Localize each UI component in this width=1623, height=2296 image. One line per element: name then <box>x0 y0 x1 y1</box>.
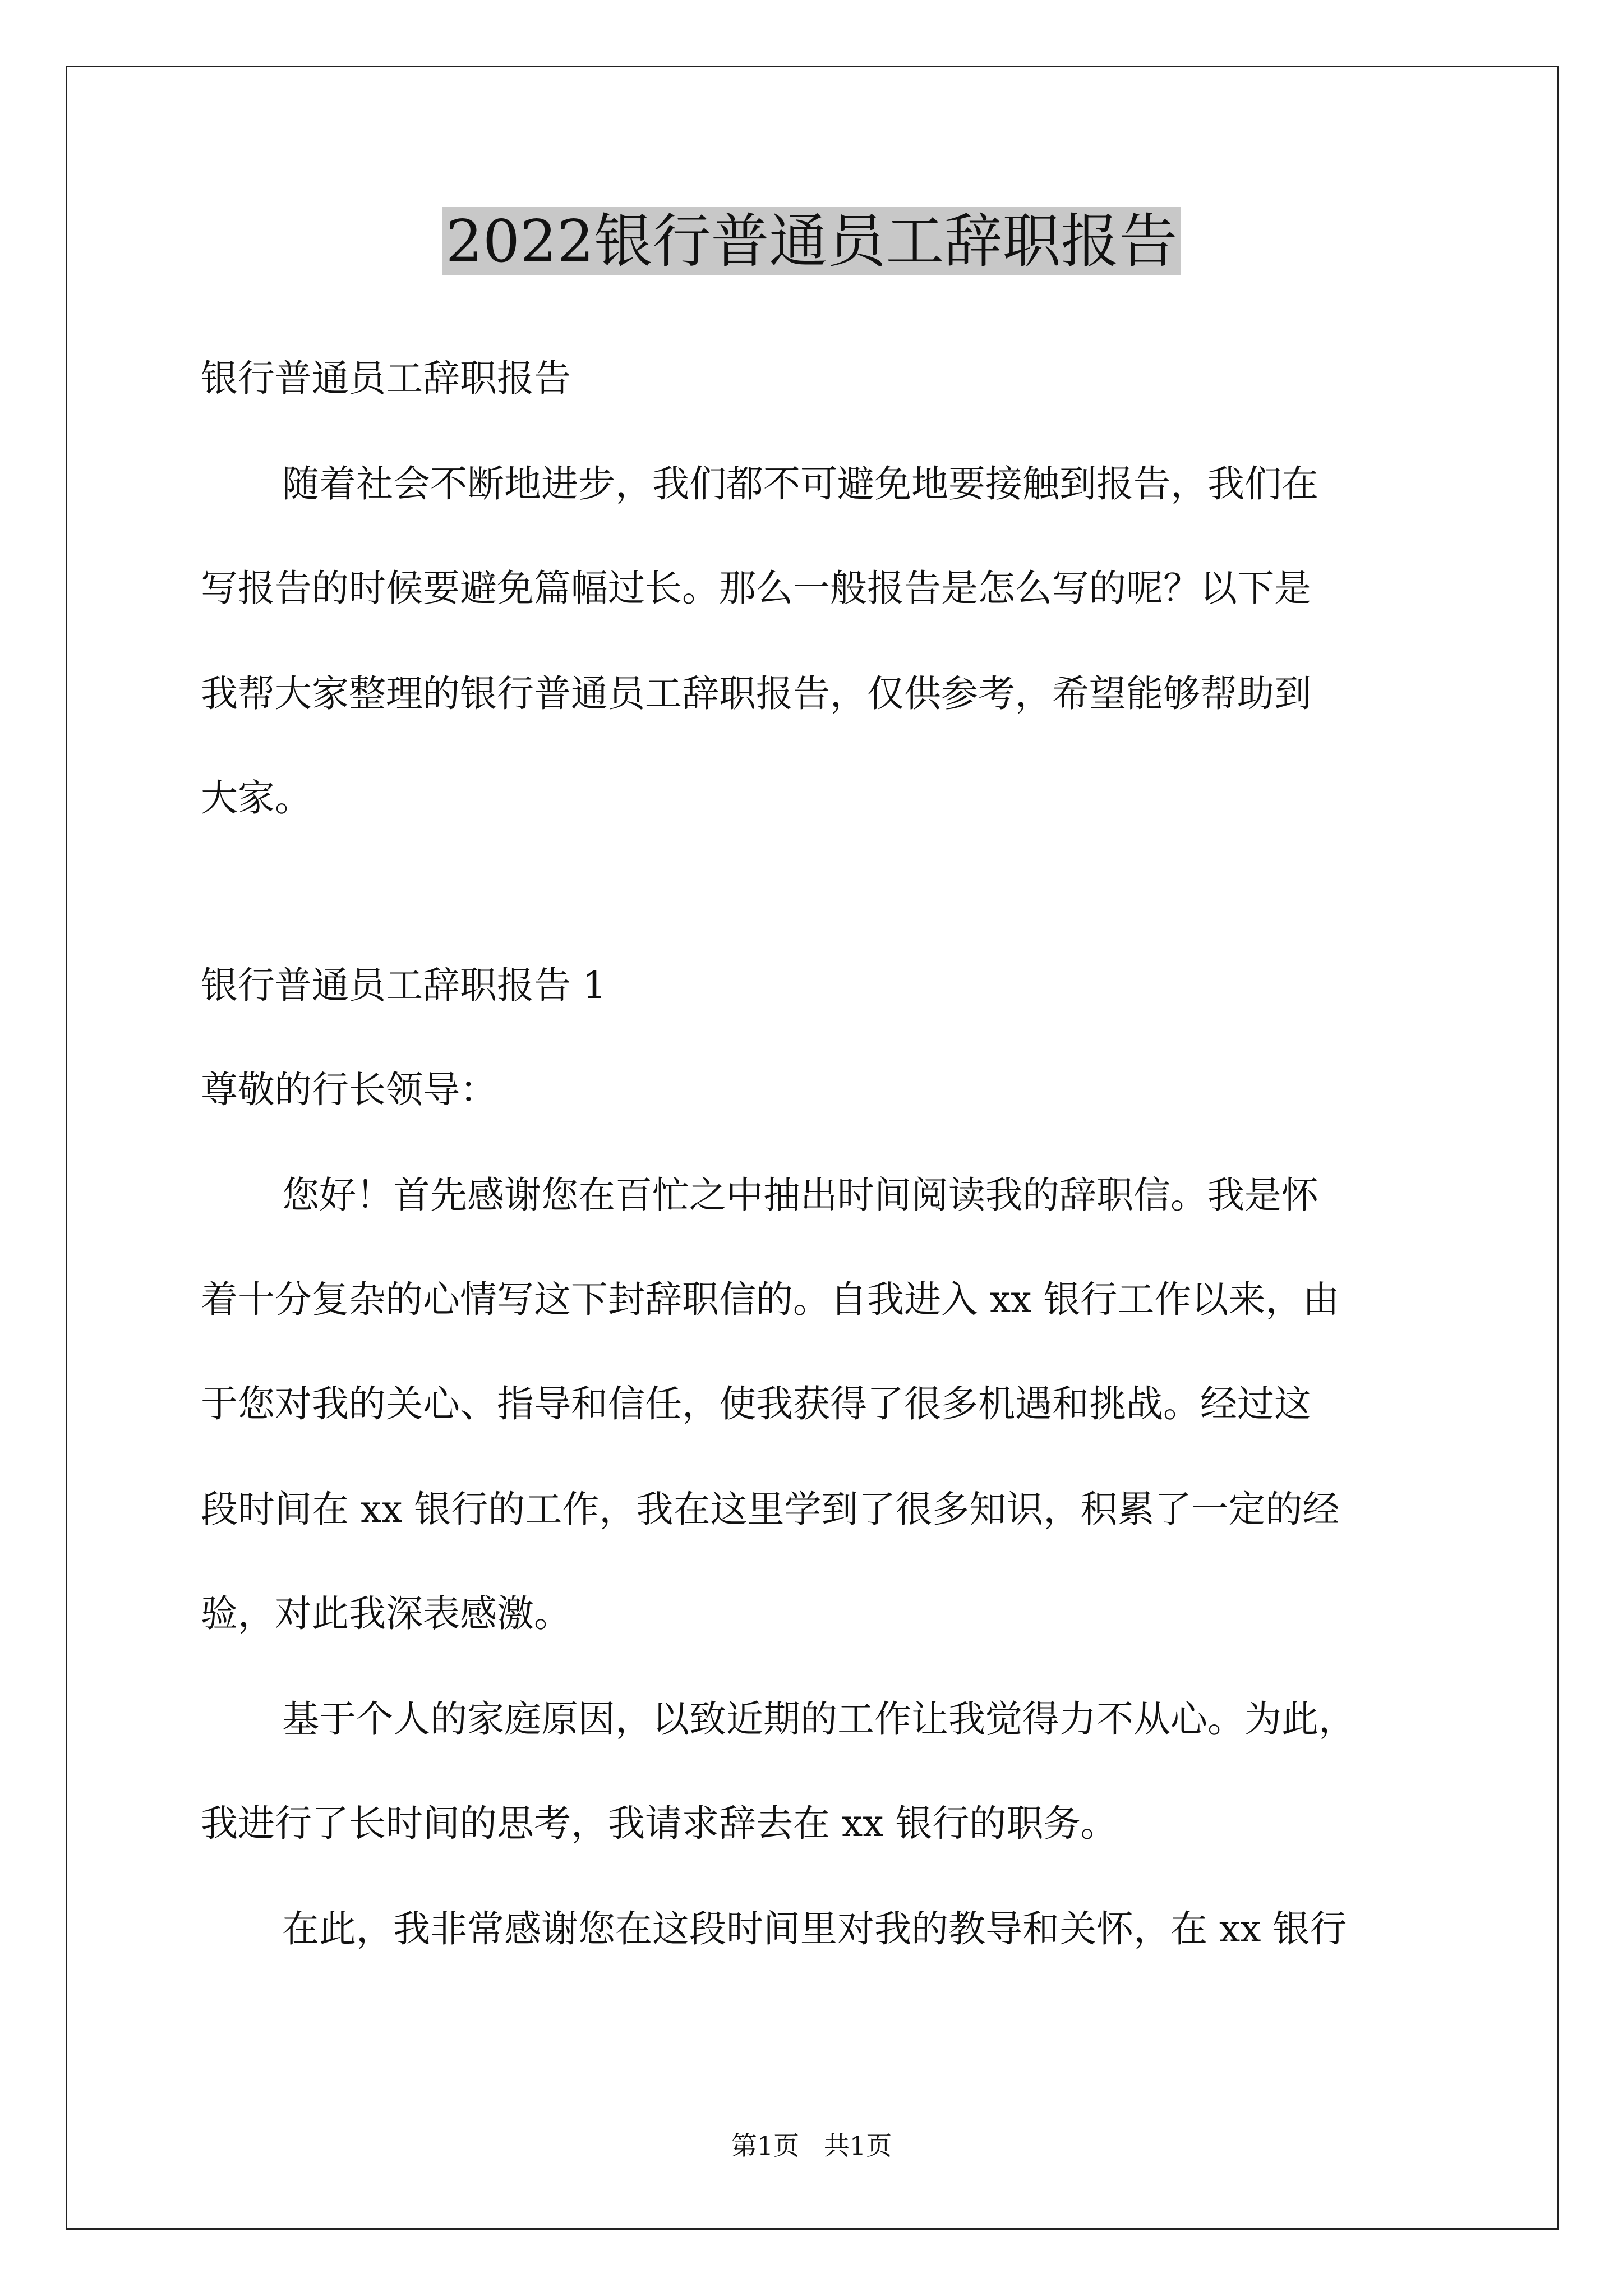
salutation: 尊敬的行长领导： <box>201 1068 497 1111</box>
report-heading: 银行普通员工辞职报告 <box>201 357 571 400</box>
paragraph-line: 写报告的时候要避免篇幅过长。那么一般报告是怎么写的呢？以下是 <box>201 567 1311 610</box>
paragraph-line: 验，对此我深表感激。 <box>201 1592 571 1635</box>
paragraph-line: 段时间在 xx 银行的工作，我在这里学到了很多知识，积累了一定的经 <box>201 1488 1340 1531</box>
paragraph-line: 大家。 <box>201 776 312 820</box>
page-footer: 第1页 共1页 <box>731 2131 892 2161</box>
paragraph-line: 着十分复杂的心情写这下封辞职信的。自我进入 xx 银行工作以来，由 <box>201 1278 1340 1321</box>
paragraph-line: 基于个人的家庭原因，以致近期的工作让我觉得力不从心。为此， <box>282 1697 1355 1741</box>
paragraph-line: 我帮大家整理的银行普通员工辞职报告，仅供参考，希望能够帮助到 <box>201 672 1311 715</box>
paragraph-line: 于您对我的关心、指导和信任，使我获得了很多机遇和挑战。经过这 <box>201 1382 1311 1425</box>
document-title: 2022银行普通员工辞职报告 <box>0 202 1623 280</box>
section-heading: 银行普通员工辞职报告 1 <box>201 964 606 1007</box>
paragraph-line: 随着社会不断地进步，我们都不可避免地要接触到报告，我们在 <box>282 462 1318 505</box>
paragraph-line: 您好！首先感谢您在百忙之中抽出时间阅读我的辞职信。我是怀 <box>282 1174 1318 1217</box>
paragraph-line: 我进行了长时间的思考，我请求辞去在 xx 银行的职务。 <box>201 1802 1118 1845</box>
paragraph-line: 在此，我非常感谢您在这段时间里对我的教导和关怀，在 xx 银行 <box>282 1907 1347 1950</box>
